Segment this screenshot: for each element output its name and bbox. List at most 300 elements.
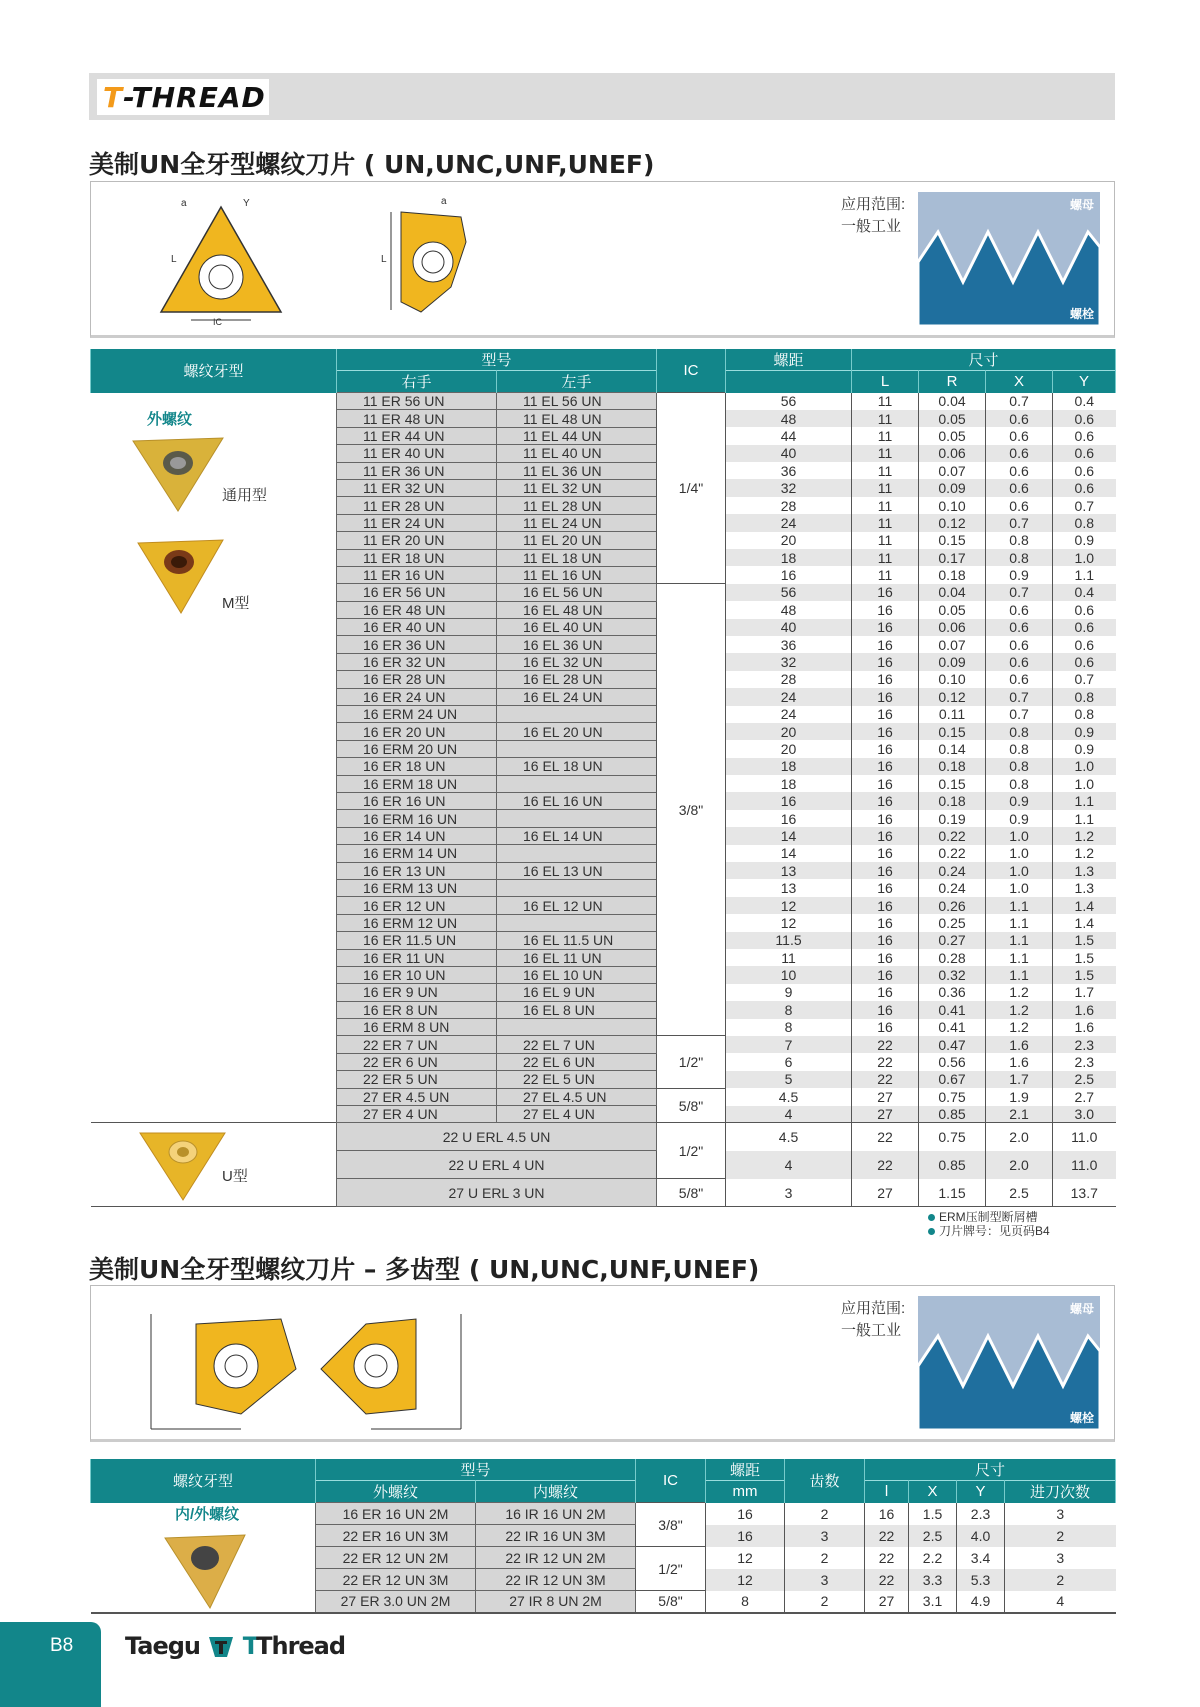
value-cell: 11: [852, 566, 919, 583]
value-cell: 20: [726, 532, 852, 549]
value-cell: 11: [852, 549, 919, 566]
value-cell: 27: [865, 1591, 909, 1613]
value-cell: 0.32: [919, 966, 986, 983]
value-cell: 1.9: [986, 1088, 1053, 1105]
value-cell: 22: [852, 1053, 919, 1070]
value-cell: 4.9: [957, 1591, 1005, 1613]
value-cell: 0.6: [986, 497, 1053, 514]
value-cell: 0.8: [986, 740, 1053, 757]
value-cell: 6: [726, 1053, 852, 1070]
header-L: L: [852, 371, 919, 393]
external-thread-label: 外螺纹: [147, 411, 193, 428]
value-cell: 16: [852, 601, 919, 618]
ic-cell: 3/8": [657, 584, 726, 1036]
value-cell: 16: [852, 914, 919, 931]
value-cell: 0.9: [1053, 723, 1116, 740]
value-cell: 1.7: [1053, 984, 1116, 1001]
value-cell: 12: [706, 1569, 785, 1591]
value-cell: 0.7: [986, 393, 1053, 410]
svg-text:L: L: [171, 254, 177, 265]
value-cell: 0.8: [986, 775, 1053, 792]
value-cell: 24: [726, 688, 852, 705]
left-hand-model: 11 EL 28 UN: [497, 497, 657, 514]
value-cell: 1.0: [986, 862, 1053, 879]
multi-tooth-insert-image: [155, 1530, 255, 1610]
value-cell: 0.8: [986, 758, 1053, 775]
header-dimensions-2: 尺寸: [865, 1459, 1116, 1481]
value-cell: 0.6: [986, 410, 1053, 427]
value-cell: 16: [852, 845, 919, 862]
right-hand-model: 27 ER 4.5 UN: [337, 1088, 497, 1105]
value-cell: 1.0: [1053, 775, 1116, 792]
value-cell: 16: [852, 1001, 919, 1018]
left-hand-model: 16 EL 13 UN: [497, 862, 657, 879]
value-cell: 2.0: [986, 1123, 1053, 1151]
value-cell: 11.5: [726, 932, 852, 949]
value-cell: 4: [726, 1151, 852, 1179]
value-cell: 0.9: [1053, 532, 1116, 549]
value-cell: 0.6: [986, 479, 1053, 496]
ic-cell: 1/2": [657, 1036, 726, 1088]
value-cell: 5: [726, 1071, 852, 1088]
value-cell: 18: [726, 549, 852, 566]
internal-model: 27 IR 8 UN 2M: [476, 1591, 636, 1613]
value-cell: 1.1: [986, 949, 1053, 966]
left-hand-model: 16 EL 48 UN: [497, 601, 657, 618]
right-hand-model: 16 ER 24 UN: [337, 688, 497, 705]
value-cell: 16: [706, 1525, 785, 1547]
value-cell: 36: [726, 636, 852, 653]
value-cell: 11: [852, 462, 919, 479]
value-cell: 1.1: [986, 897, 1053, 914]
left-hand-model: 16 EL 56 UN: [497, 584, 657, 601]
u-type-label: U型: [222, 1168, 248, 1185]
multi-tooth-insert-diagram-icon: [141, 1294, 471, 1434]
header-pitch-2: 螺距: [706, 1459, 785, 1481]
value-cell: 0.7: [986, 706, 1053, 723]
svg-text:L: L: [381, 254, 387, 265]
value-cell: 1.3: [1053, 879, 1116, 896]
value-cell: 1.1: [986, 932, 1053, 949]
section2-title: 美制UN全牙型螺纹刀片 – 多齿型 ( UN,UNC,UNF,UNEF): [89, 1255, 760, 1284]
value-cell: 56: [726, 584, 852, 601]
right-hand-model: 16 ERM 20 UN: [337, 740, 497, 757]
left-hand-model: [497, 845, 657, 862]
value-cell: 0.41: [919, 1001, 986, 1018]
value-cell: 27: [852, 1179, 919, 1207]
left-hand-model: 16 EL 18 UN: [497, 758, 657, 775]
value-cell: 16: [852, 723, 919, 740]
value-cell: 8: [726, 1001, 852, 1018]
svg-text:a: a: [441, 196, 447, 207]
right-hand-model: 11 ER 36 UN: [337, 462, 497, 479]
value-cell: 16: [852, 949, 919, 966]
left-hand-model: 11 EL 36 UN: [497, 462, 657, 479]
value-cell: 1.5: [1053, 932, 1116, 949]
left-hand-model: 16 EL 12 UN: [497, 897, 657, 914]
value-cell: 1.2: [986, 1019, 1053, 1036]
value-cell: 0.85: [919, 1151, 986, 1179]
value-cell: 7: [726, 1036, 852, 1053]
value-cell: 0.6: [986, 636, 1053, 653]
ic-cell: 1/2": [636, 1547, 706, 1591]
value-cell: 0.24: [919, 879, 986, 896]
value-cell: 0.6: [986, 427, 1053, 444]
bullet-icon: [928, 1214, 935, 1221]
value-cell: 16: [726, 566, 852, 583]
section1-diagram-box: [90, 181, 1115, 338]
value-cell: 0.4: [1053, 393, 1116, 410]
left-hand-model: 16 EL 24 UN: [497, 688, 657, 705]
header-thread-profile-2: 螺纹牙型: [91, 1459, 316, 1503]
header-X: X: [986, 371, 1053, 393]
value-cell: 1.6: [986, 1053, 1053, 1070]
header-external: 外螺纹: [316, 1481, 476, 1503]
application-range-2: 应用范围: 一般工业: [841, 1300, 906, 1339]
value-cell: 22: [865, 1525, 909, 1547]
right-hand-model: 11 ER 16 UN: [337, 566, 497, 583]
value-cell: 1.4: [1053, 897, 1116, 914]
value-cell: 2.3: [957, 1503, 1005, 1525]
value-cell: 20: [726, 723, 852, 740]
value-cell: 0.6: [1053, 601, 1116, 618]
value-cell: 0.15: [919, 723, 986, 740]
header-left-hand: 左手: [497, 371, 657, 393]
value-cell: 11: [852, 393, 919, 410]
value-cell: 16: [852, 688, 919, 705]
application-range: 应用范围: 一般工业: [841, 196, 906, 235]
value-cell: 2.5: [1053, 1071, 1116, 1088]
left-hand-model: 27 EL 4 UN: [497, 1106, 657, 1123]
value-cell: 0.28: [919, 949, 986, 966]
value-cell: 0.15: [919, 532, 986, 549]
value-cell: 4: [726, 1106, 852, 1123]
value-cell: 2: [785, 1547, 865, 1569]
right-hand-model: 11 ER 40 UN: [337, 445, 497, 462]
value-cell: 0.36: [919, 984, 986, 1001]
value-cell: 0.18: [919, 566, 986, 583]
right-hand-model: 16 ER 32 UN: [337, 653, 497, 670]
value-cell: 2: [1005, 1525, 1116, 1547]
value-cell: 8: [726, 1019, 852, 1036]
header-internal: 内螺纹: [476, 1481, 636, 1503]
left-hand-model: 11 EL 32 UN: [497, 479, 657, 496]
value-cell: 2: [785, 1503, 865, 1525]
value-cell: 13: [726, 879, 852, 896]
value-cell: 16: [726, 810, 852, 827]
value-cell: 2.2: [909, 1547, 957, 1569]
value-cell: 0.75: [919, 1123, 986, 1151]
value-cell: 11: [852, 410, 919, 427]
header-Y: Y: [1053, 371, 1116, 393]
value-cell: 0.9: [986, 792, 1053, 809]
section2-diagram-box: [90, 1285, 1115, 1442]
left-hand-model: [497, 879, 657, 896]
right-hand-model: 22 ER 5 UN: [337, 1071, 497, 1088]
left-hand-model: 16 EL 40 UN: [497, 619, 657, 636]
external-model: 16 ER 16 UN 2M: [316, 1503, 476, 1525]
right-hand-model: 16 ER 9 UN: [337, 984, 497, 1001]
value-cell: 0.47: [919, 1036, 986, 1053]
value-cell: 36: [726, 462, 852, 479]
value-cell: 1.2: [986, 1001, 1053, 1018]
value-cell: 1.5: [909, 1503, 957, 1525]
value-cell: 0.06: [919, 619, 986, 636]
value-cell: 0.8: [986, 532, 1053, 549]
value-cell: 16: [852, 984, 919, 1001]
value-cell: 16: [865, 1503, 909, 1525]
header-ic-2: IC: [636, 1459, 706, 1503]
right-hand-model: 16 ER 13 UN: [337, 862, 497, 879]
left-hand-model: 11 EL 56 UN: [497, 393, 657, 410]
header-model: 型号: [337, 349, 657, 371]
thread-profile-illustration-2: 螺母 螺栓: [918, 1296, 1100, 1430]
taegu-thread-logo: Taegu TThread: [125, 1632, 346, 1660]
value-cell: 4.0: [957, 1525, 1005, 1547]
external-model: 22 ER 16 UN 3M: [316, 1525, 476, 1547]
value-cell: 48: [726, 410, 852, 427]
u-model: 22 U ERL 4 UN: [337, 1151, 657, 1179]
value-cell: 1.0: [986, 845, 1053, 862]
right-hand-model: 16 ERM 8 UN: [337, 1019, 497, 1036]
value-cell: 2: [785, 1591, 865, 1613]
value-cell: 1.1: [1053, 810, 1116, 827]
value-cell: 0.05: [919, 601, 986, 618]
value-cell: 0.22: [919, 827, 986, 844]
left-hand-model: 11 EL 16 UN: [497, 566, 657, 583]
ic-cell: 1/2": [657, 1123, 726, 1179]
value-cell: 1.1: [1053, 792, 1116, 809]
value-cell: 3: [785, 1525, 865, 1547]
m-type-insert-image: [133, 535, 228, 615]
left-hand-model: 16 EL 20 UN: [497, 723, 657, 740]
left-hand-model: 16 EL 28 UN: [497, 671, 657, 688]
value-cell: 1.1: [1053, 566, 1116, 583]
value-cell: 11: [852, 532, 919, 549]
value-cell: 40: [726, 445, 852, 462]
value-cell: 27: [852, 1106, 919, 1123]
value-cell: 11: [852, 445, 919, 462]
value-cell: 0.12: [919, 688, 986, 705]
value-cell: 56: [726, 393, 852, 410]
right-hand-model: 16 ER 18 UN: [337, 758, 497, 775]
value-cell: 1.0: [986, 827, 1053, 844]
external-model: 27 ER 3.0 UN 2M: [316, 1591, 476, 1613]
header-ic: IC: [657, 349, 726, 393]
value-cell: 0.07: [919, 462, 986, 479]
left-hand-model: 11 EL 24 UN: [497, 514, 657, 531]
right-hand-model: 16 ER 14 UN: [337, 827, 497, 844]
value-cell: 10: [726, 966, 852, 983]
value-cell: 16: [852, 932, 919, 949]
right-hand-model: 16 ERM 12 UN: [337, 914, 497, 931]
svg-text:Y: Y: [243, 198, 250, 209]
value-cell: 28: [726, 671, 852, 688]
value-cell: 0.6: [986, 653, 1053, 670]
value-cell: 28: [726, 497, 852, 514]
header-right-hand: 右手: [337, 371, 497, 393]
value-cell: 0.8: [1053, 514, 1116, 531]
external-model: 22 ER 12 UN 2M: [316, 1547, 476, 1569]
value-cell: 22: [852, 1123, 919, 1151]
value-cell: 11: [852, 497, 919, 514]
value-cell: 0.6: [986, 445, 1053, 462]
value-cell: 0.18: [919, 758, 986, 775]
left-hand-model: [497, 810, 657, 827]
value-cell: 1.0: [1053, 549, 1116, 566]
value-cell: 0.7: [986, 584, 1053, 601]
value-cell: 0.6: [1053, 445, 1116, 462]
header-pitch: 螺距: [726, 349, 852, 371]
value-cell: 0.6: [1053, 619, 1116, 636]
value-cell: 12: [726, 914, 852, 931]
value-cell: 0.25: [919, 914, 986, 931]
value-cell: 3: [1005, 1547, 1116, 1569]
value-cell: 3: [785, 1569, 865, 1591]
value-cell: 0.22: [919, 845, 986, 862]
u-model: 27 U ERL 3 UN: [337, 1179, 657, 1207]
table-row: [91, 393, 1116, 410]
value-cell: 0.19: [919, 810, 986, 827]
header-dimensions: 尺寸: [852, 349, 1116, 371]
value-cell: 0.12: [919, 514, 986, 531]
value-cell: 0.4: [1053, 584, 1116, 601]
right-hand-model: 22 ER 7 UN: [337, 1036, 497, 1053]
header-teeth: 齿数: [785, 1459, 865, 1503]
right-hand-model: 16 ER 12 UN: [337, 897, 497, 914]
value-cell: 0.18: [919, 792, 986, 809]
right-hand-model: 16 ERM 24 UN: [337, 706, 497, 723]
ic-cell: 5/8": [636, 1591, 706, 1613]
right-hand-model: 11 ER 18 UN: [337, 549, 497, 566]
right-hand-model: 11 ER 56 UN: [337, 393, 497, 410]
right-hand-model: 16 ERM 16 UN: [337, 810, 497, 827]
right-hand-model: 16 ER 20 UN: [337, 723, 497, 740]
value-cell: 0.04: [919, 584, 986, 601]
value-cell: 0.6: [986, 601, 1053, 618]
value-cell: 3: [726, 1179, 852, 1207]
value-cell: 0.9: [986, 810, 1053, 827]
internal-model: 22 IR 12 UN 3M: [476, 1569, 636, 1591]
value-cell: 16: [852, 827, 919, 844]
value-cell: 22: [865, 1547, 909, 1569]
value-cell: 2: [1005, 1569, 1116, 1591]
taegu-shield-icon: [207, 1633, 235, 1661]
value-cell: 0.10: [919, 497, 986, 514]
value-cell: 16: [852, 706, 919, 723]
value-cell: 0.8: [986, 549, 1053, 566]
value-cell: 1.1: [986, 914, 1053, 931]
left-hand-model: 22 EL 5 UN: [497, 1071, 657, 1088]
value-cell: 0.11: [919, 706, 986, 723]
value-cell: 0.6: [1053, 462, 1116, 479]
value-cell: 20: [726, 740, 852, 757]
value-cell: 16: [706, 1503, 785, 1525]
value-cell: 22: [852, 1071, 919, 1088]
right-hand-model: 11 ER 28 UN: [337, 497, 497, 514]
value-cell: 22: [852, 1036, 919, 1053]
value-cell: 0.7: [986, 688, 1053, 705]
value-cell: 0.9: [1053, 740, 1116, 757]
note-grade: 刀片牌号：见页码B4: [928, 1224, 1050, 1238]
value-cell: 0.05: [919, 427, 986, 444]
value-cell: 13.7: [1053, 1179, 1116, 1207]
left-hand-model: 16 EL 10 UN: [497, 966, 657, 983]
header-model-2: 型号: [316, 1459, 636, 1481]
value-cell: 1.2: [1053, 845, 1116, 862]
value-cell: 0.41: [919, 1019, 986, 1036]
value-cell: 16: [852, 619, 919, 636]
left-hand-model: 16 EL 8 UN: [497, 1001, 657, 1018]
left-hand-model: 16 EL 14 UN: [497, 827, 657, 844]
right-hand-model: 16 ER 40 UN: [337, 619, 497, 636]
value-cell: 0.07: [919, 636, 986, 653]
value-cell: 3.3: [909, 1569, 957, 1591]
value-cell: 16: [852, 636, 919, 653]
value-cell: 14: [726, 827, 852, 844]
u-type-insert-image: [135, 1128, 230, 1203]
left-hand-model: [497, 706, 657, 723]
value-cell: 2.0: [986, 1151, 1053, 1179]
value-cell: 0.7: [986, 514, 1053, 531]
header-banner: [89, 73, 1115, 120]
value-cell: 40: [726, 619, 852, 636]
value-cell: 5.3: [957, 1569, 1005, 1591]
value-cell: 48: [726, 601, 852, 618]
value-cell: 16: [726, 792, 852, 809]
value-cell: 16: [852, 775, 919, 792]
value-cell: 12: [706, 1547, 785, 1569]
right-hand-model: 11 ER 32 UN: [337, 479, 497, 496]
value-cell: 0.67: [919, 1071, 986, 1088]
right-hand-model: 11 ER 44 UN: [337, 427, 497, 444]
left-hand-model: [497, 914, 657, 931]
value-cell: 1.2: [986, 984, 1053, 1001]
value-cell: 0.6: [1053, 427, 1116, 444]
right-hand-model: 16 ER 16 UN: [337, 792, 497, 809]
value-cell: 1.4: [1053, 914, 1116, 931]
header-l: l: [865, 1481, 909, 1503]
value-cell: 1.3: [1053, 862, 1116, 879]
value-cell: 0.06: [919, 445, 986, 462]
left-hand-model: 16 EL 36 UN: [497, 636, 657, 653]
t-thread-logo: T -THREAD: [97, 79, 269, 115]
value-cell: 2.5: [909, 1525, 957, 1547]
right-hand-model: 16 ER 28 UN: [337, 671, 497, 688]
value-cell: 14: [726, 845, 852, 862]
left-hand-model: 11 EL 44 UN: [497, 427, 657, 444]
value-cell: 0.6: [1053, 479, 1116, 496]
header-Y-2: Y: [957, 1481, 1005, 1503]
value-cell: 11: [852, 427, 919, 444]
value-cell: 27: [852, 1088, 919, 1105]
value-cell: 0.10: [919, 671, 986, 688]
value-cell: 0.6: [986, 671, 1053, 688]
value-cell: 0.15: [919, 775, 986, 792]
value-cell: 0.8: [1053, 706, 1116, 723]
table-row-u: [91, 1123, 1116, 1151]
right-hand-model: 11 ER 24 UN: [337, 514, 497, 531]
value-cell: 16: [852, 671, 919, 688]
value-cell: 16: [852, 584, 919, 601]
right-hand-model: 16 ERM 14 UN: [337, 845, 497, 862]
value-cell: 16: [852, 879, 919, 896]
header-R: R: [919, 371, 986, 393]
left-hand-model: [497, 1019, 657, 1036]
value-cell: 8: [706, 1591, 785, 1613]
m-type-label: M型: [222, 595, 250, 612]
section1-title: 美制UN全牙型螺纹刀片 ( UN,UNC,UNF,UNEF): [89, 150, 655, 179]
